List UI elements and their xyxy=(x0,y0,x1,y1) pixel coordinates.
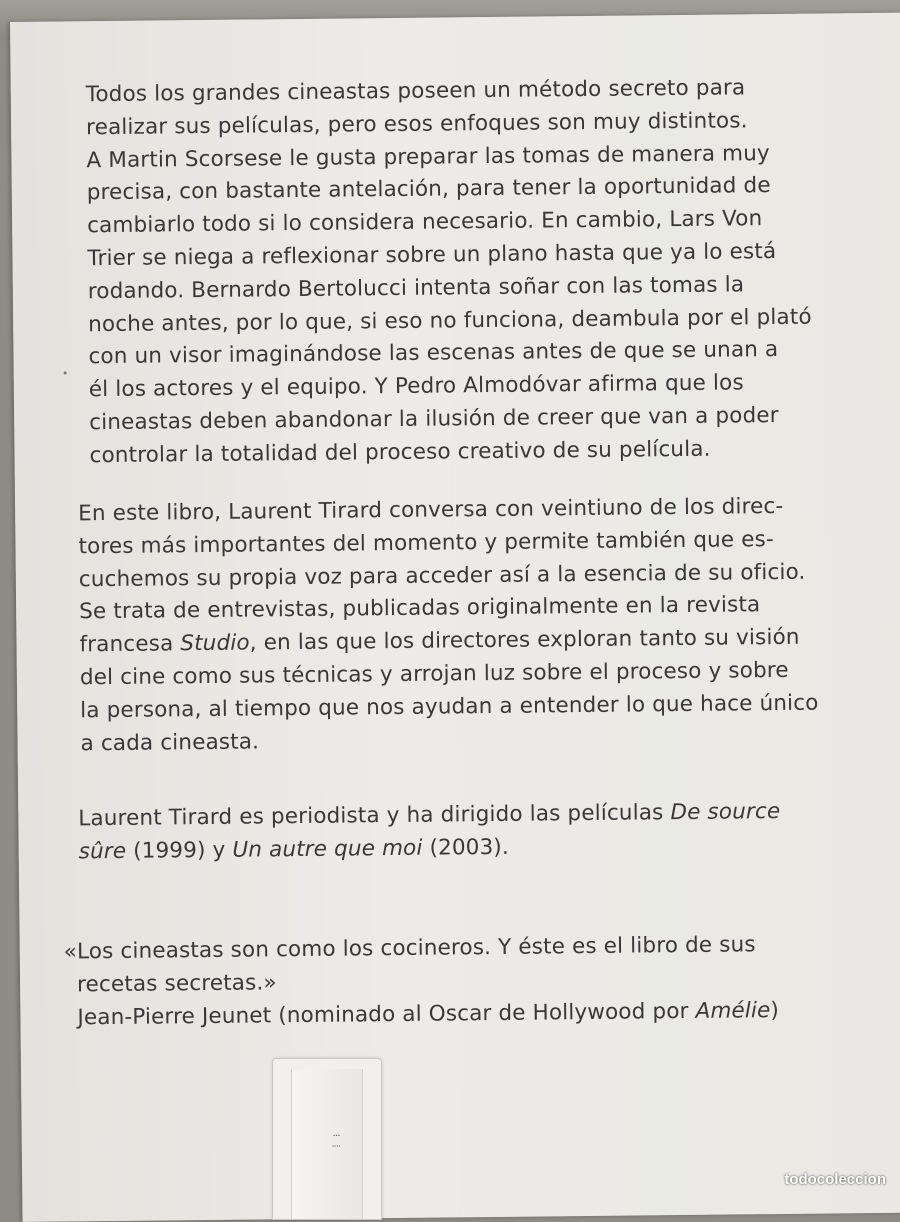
sticker-label-area xyxy=(291,1069,363,1219)
text-line: En este libro, Laurent Tirard conversa con veintiuno de los direc- xyxy=(78,493,784,527)
watermark-logo: todocoleccion xyxy=(784,1171,886,1188)
price-sticker xyxy=(272,1058,382,1220)
text-line: tores más importantes del momento y permite también que es- xyxy=(78,526,774,560)
paper-speck xyxy=(64,371,67,374)
film-title: Amélie xyxy=(695,997,771,1024)
text-line: cuchemos su propia voz para acceder así a la esencia de su oficio. xyxy=(78,559,806,592)
text-line: realizar sus películas, pero esos enfoques son muy distintos. xyxy=(85,108,748,141)
film-title: Un autre que moi xyxy=(232,835,423,863)
text-line: con un visor imaginándose las escenas antes de que se unan a xyxy=(88,337,779,370)
magazine-title: Studio xyxy=(180,630,250,657)
text-line: precisa, con bastante antelación, para tener la oportunidad de xyxy=(86,173,771,206)
text-line: Todos los grandes cineastas poseen un método secreto para xyxy=(85,75,746,108)
text-line xyxy=(79,829,781,869)
synopsis-paragraph-1 xyxy=(86,72,814,473)
text-line: rodando. Bernardo Bertolucci intenta soñar con las tomas la xyxy=(87,272,745,304)
text-segment: Laurent Tirard es periodista y ha dirigido las películas xyxy=(78,800,671,832)
text-segment: francesa xyxy=(79,631,181,658)
text-line: la persona, al tiempo que nos ayudan a entender lo que hace único xyxy=(80,690,819,724)
quote-line: recetas secretas.» xyxy=(76,970,277,998)
text-segment: , en las que los directores exploran tanto su visión xyxy=(249,624,800,656)
text-line: a cada cineasta. xyxy=(80,729,260,756)
text-line: A Martin Scorsese le gusta preparar las tomas de manera muy xyxy=(86,140,770,173)
text-line: noche antes, por lo que, si eso no funciona, deambula por el plató xyxy=(88,304,812,337)
quote-attribution xyxy=(64,995,779,1035)
film-title: sûre xyxy=(78,838,127,865)
text-line: él los actores y el equipo. Y Pedro Almodóvar afirma que los xyxy=(88,370,744,403)
film-title: De source xyxy=(670,798,781,826)
text-line: cambiarlo todo si lo considera necesario. En cambio, Lars Von xyxy=(87,206,763,239)
text-segment: (2003). xyxy=(422,834,510,861)
book-back-cover xyxy=(10,12,900,1222)
author-bio-paragraph xyxy=(78,796,781,869)
synopsis-paragraph-2 xyxy=(78,491,819,761)
quote-line: «Los cineastas son como los cocineros. Y éste es el libro de sus xyxy=(63,932,756,965)
text-line: Se trata de entrevistas, publicadas originalmente en la revista xyxy=(79,592,761,625)
blurb-quote xyxy=(64,929,780,1035)
text-line: Trier se niega a reflexionar sobre un plano hasta que ya lo está xyxy=(87,238,777,272)
text-line: del cine como sus técnicas y arrojan luz sobre el proceso y sobre xyxy=(79,657,789,691)
text-segment: (1999) y xyxy=(126,837,233,864)
text-segment: Jean-Pierre Jeunet (nominado al Oscar de Hollywood por xyxy=(77,998,696,1030)
text-line: cineastas deben abandonar la ilusión de creer que van a poder xyxy=(89,402,779,436)
handwritten-mark: ⁞ ⁝ xyxy=(332,1133,343,1149)
text-line: controlar la totalidad del proceso creativo de su película. xyxy=(89,436,711,468)
text-segment: ) xyxy=(770,997,780,1023)
